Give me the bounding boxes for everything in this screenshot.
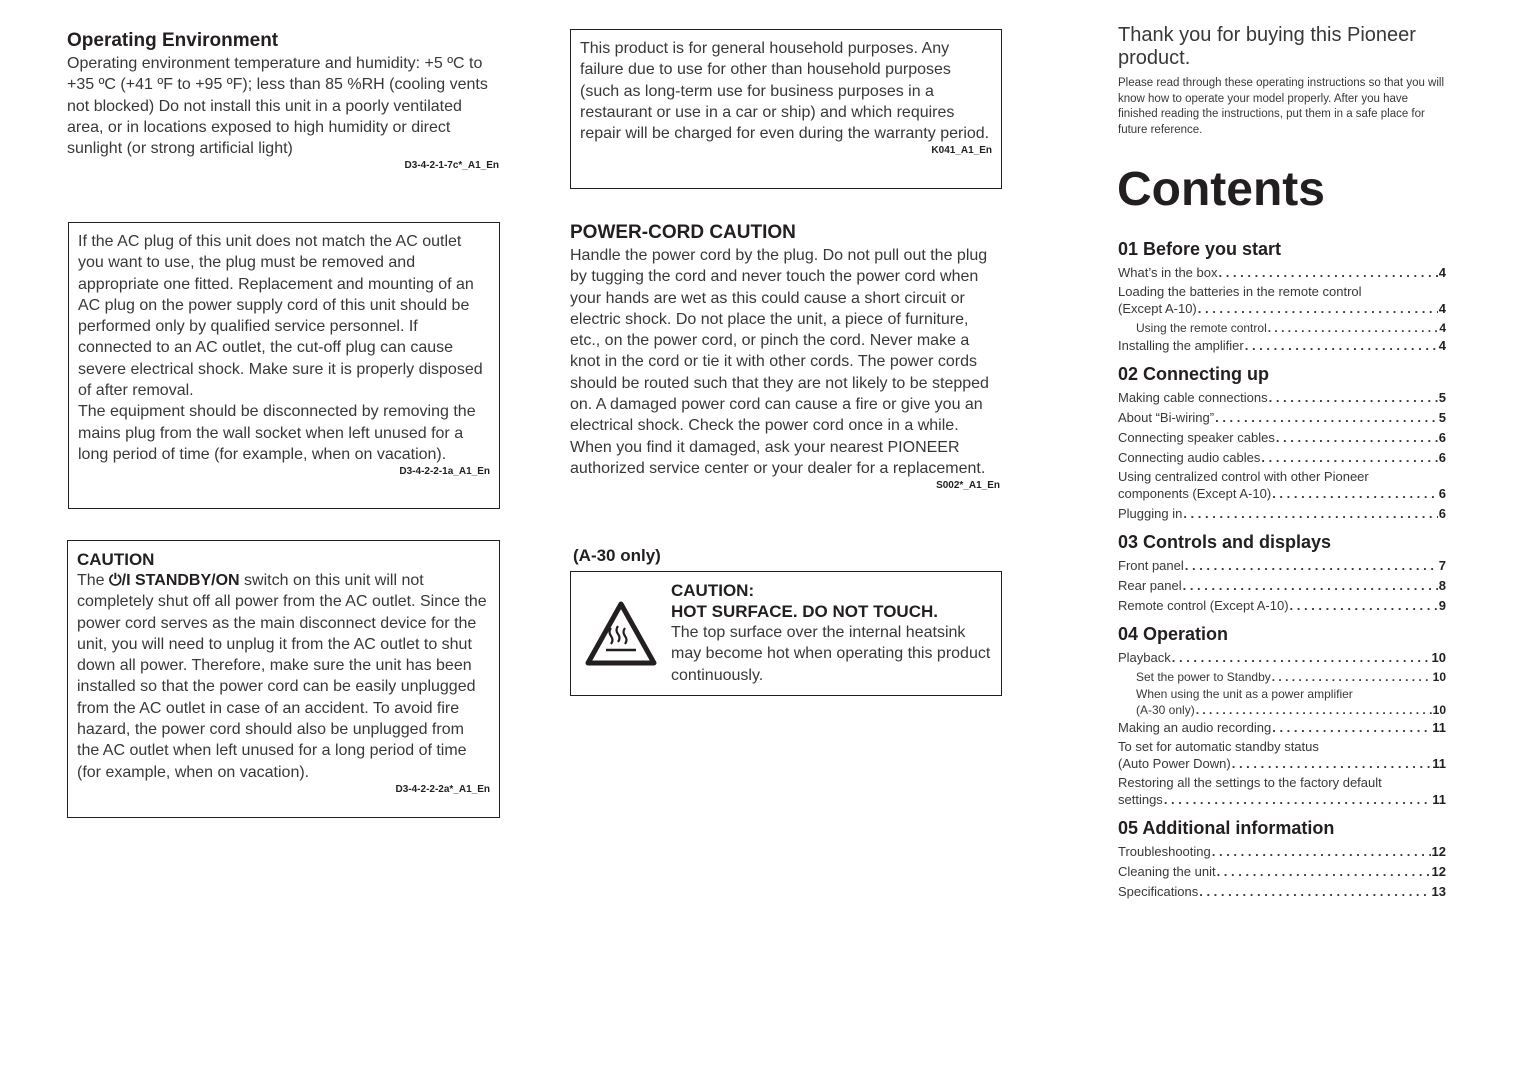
toc-entry-label: Installing the amplifier [1118, 338, 1244, 353]
toc-entry-label: Making an audio recording [1118, 720, 1272, 735]
toc-entry[interactable] [1118, 409, 1446, 426]
toc-section-title: 01 Before you start [1118, 239, 1282, 259]
toc-entry-page: 4 [1438, 301, 1446, 316]
household-notice-text: This product is for general household purposes. Any failure due to use for other than household purposes (such as long-term use for business purposes in a restaurant or use in a car or ship) and which requires repair will be charged for even during the warranty period. [580, 40, 990, 143]
toc-entry-label: Cleaning the unit [1118, 864, 1216, 879]
toc-leader-dots [1185, 557, 1438, 574]
toc-entry-label: Specifications [1118, 884, 1199, 899]
toc-entry-page: 10 [1432, 703, 1446, 717]
toc-leader-dots [1183, 577, 1438, 594]
toc-entry[interactable] [1118, 597, 1446, 614]
toc-entry[interactable] [1118, 577, 1446, 594]
toc-entry-label-line1: Restoring all the settings to the factory default [1118, 775, 1382, 790]
toc-entry-label: About “Bi-wiring” [1118, 410, 1215, 425]
toc-leader-dots [1183, 505, 1437, 522]
toc-entry-page: 5 [1438, 390, 1446, 405]
hot-surface-text: The top surface over the internal heatsink may become hot when operating this product continuously. [671, 624, 991, 684]
toc-leader-dots [1272, 719, 1431, 736]
toc-entry[interactable] [1118, 775, 1446, 808]
caution-standby-box [67, 540, 500, 818]
toc-entry-page: 12 [1431, 844, 1446, 859]
toc-leader-dots [1217, 863, 1431, 880]
toc-section-title: 04 Operation [1118, 624, 1229, 644]
power-cord-caution-heading: POWER-CORD CAUTION [570, 222, 796, 243]
toc-entry-page: 11 [1432, 792, 1446, 807]
toc-leader-dots [1218, 264, 1437, 281]
thank-you-text: Thank you for buying this Pioneer product. [1118, 24, 1416, 69]
toc-leader-dots [1196, 702, 1432, 718]
toc-entry-page: 11 [1432, 720, 1446, 735]
toc-entry-label: Connecting audio cables [1118, 450, 1261, 465]
ac-plug-notice-text: If the AC plug of this unit does not match the AC outlet you want to use, the plug must be removed and appropriate one fitted. Replacement and mounting of an AC plug on the power supply cord of this unit should be performed only by qualified service personnel. If connected to an AC outlet, the cut-off plug can cause severe electrical shock. Make sure it is properly disposed of after removal. [78, 233, 483, 400]
toc-entry-label-line1: Loading the batteries in the remote control [1118, 284, 1362, 299]
toc-leader-dots [1164, 791, 1431, 808]
toc-leader-dots [1269, 389, 1438, 406]
toc-leader-dots [1199, 883, 1430, 900]
toc-entry-label: Troubleshooting [1118, 844, 1211, 859]
toc-leader-dots [1212, 843, 1431, 860]
toc-leader-dots [1261, 449, 1437, 466]
hot-surface-warning: HOT SURFACE. DO NOT TOUCH. [671, 602, 938, 621]
toc-entry[interactable] [1118, 284, 1446, 317]
caution-standby-prefix: The [77, 572, 110, 589]
ac-plug-notice-box [68, 222, 500, 509]
toc-entry[interactable] [1118, 264, 1446, 281]
toc-section-title: 03 Controls and displays [1118, 532, 1332, 552]
toc-entry-page: 4 [1439, 321, 1446, 335]
caution-standby-body: switch on this unit will not completely shut off all power from the AC outlet. Since the power cord serves as the main disconnect device for the unit, you will need to unplug it from the AC outlet to shut down all power. Therefore, make sure the unit has been installed so that the power cord can be easily unplugged from the AC outlet in case of an accident. To avoid fire hazard, the power cord should also be unplugged from the AC outlet when left unused for a long period of time (for example, when on vacation). [77, 572, 487, 781]
toc-entry-page: 6 [1438, 506, 1446, 521]
power-cord-caution-ref: S002*_A1_En [936, 480, 1000, 492]
hot-surface-warning-icon [584, 600, 658, 668]
toc-entry-label: components (Except A-10) [1118, 486, 1272, 501]
toc-entry[interactable] [1118, 429, 1446, 446]
a30-only-label: (A-30 only) [573, 546, 661, 565]
toc-entry[interactable] [1118, 337, 1446, 354]
power-cord-caution-section [570, 221, 1000, 491]
toc-entry-label: (Except A-10) [1118, 301, 1197, 316]
caution-standby-text [77, 570, 490, 783]
toc-leader-dots [1290, 597, 1438, 614]
toc-entry[interactable] [1118, 739, 1446, 772]
toc-entry[interactable] [1118, 719, 1446, 736]
power-cord-caution-text: Handle the power cord by the plug. Do not pull out the plug by tugging the cord and never touch the power cord when your hands are wet as this could cause a short circuit or electric shock. Do not place the unit, a piece of furniture, etc., on the power cord, or pinch the cord. Never make a knot in the cord or tie it with other cords. The power cords should be routed such that they are not likely to be stepped on. A damaged power cord can cause a fire or give you an electrical shock. Check the power cord once in a while. When you find it damaged, ask your nearest PIONEER authorized service center or your dealer for a replacement. [570, 247, 989, 477]
toc-section-title: 02 Connecting up [1118, 364, 1270, 384]
toc-entry-label-line1: When using the unit as a power amplifier [1136, 687, 1353, 701]
toc-entry-label: What’s in the box [1118, 265, 1218, 280]
toc-entry-label: settings [1118, 792, 1163, 807]
toc-entry-label: Making cable connections [1118, 390, 1268, 405]
toc-entry-page: 4 [1438, 338, 1446, 353]
operating-environment-ref: D3-4-2-1-7c*_A1_En [404, 160, 499, 172]
toc-entry-page: 12 [1431, 864, 1446, 879]
toc-entry-page: 10 [1431, 650, 1446, 665]
toc-entry-label: Connecting speaker cables [1118, 430, 1275, 445]
toc-entry[interactable] [1118, 557, 1446, 574]
toc-entry-label: Front panel [1118, 558, 1184, 573]
toc-entry[interactable] [1118, 505, 1446, 522]
intro-section [1118, 24, 1450, 138]
toc-leader-dots [1272, 485, 1438, 502]
table-of-contents [1118, 238, 1446, 903]
toc-entry-label: Remote control (Except A-10) [1118, 598, 1289, 613]
toc-entry[interactable] [1118, 469, 1446, 502]
toc-entry-page: 4 [1438, 265, 1446, 280]
operating-environment-section [67, 29, 499, 171]
toc-entry-label: Playback [1118, 650, 1171, 665]
toc-leader-dots [1276, 429, 1438, 446]
toc-leader-dots [1172, 649, 1431, 666]
toc-entry-page: 10 [1432, 670, 1446, 684]
toc-entry[interactable] [1118, 449, 1446, 466]
toc-entry-label: (Auto Power Down) [1118, 756, 1231, 771]
toc-entry[interactable] [1118, 669, 1446, 685]
toc-leader-dots [1198, 300, 1438, 317]
toc-entry-label: Set the power to Standby [1136, 670, 1271, 684]
toc-entry[interactable] [1118, 883, 1446, 900]
toc-entry-page: 6 [1438, 430, 1446, 445]
contents-title: Contents [1117, 163, 1325, 216]
toc-entry-page: 11 [1432, 756, 1446, 771]
hot-surface-caution: CAUTION: [671, 581, 755, 600]
hot-surface-box [570, 571, 1002, 696]
operating-environment-text: Operating environment temperature and humidity: +5 ºC to +35 ºC (+41 ºF to +95 ºF); less than 85 %RH (cooling vents not blocked) Do not install this unit in a poorly ventilated area, or in locations exposed to high humidity or direct sunlight (or strong artificial light) [67, 55, 488, 158]
toc-entry[interactable] [1118, 320, 1446, 336]
toc-entry[interactable] [1118, 686, 1446, 718]
toc-entry-label-line1: Using centralized control with other Pioneer [1118, 469, 1369, 484]
toc-entry[interactable] [1118, 863, 1446, 880]
household-notice-box [570, 29, 1002, 189]
caution-standby-heading: CAUTION [77, 550, 155, 569]
toc-leader-dots [1272, 669, 1432, 685]
toc-section-title: 05 Additional information [1118, 818, 1335, 838]
toc-entry[interactable] [1118, 389, 1446, 406]
toc-entry-page: 5 [1438, 410, 1446, 425]
toc-entry-page: 9 [1438, 598, 1446, 613]
toc-entry-page: 8 [1438, 578, 1446, 593]
toc-entry-page: 7 [1438, 558, 1446, 573]
operating-environment-heading: Operating Environment [67, 30, 279, 51]
toc-entry[interactable] [1118, 843, 1446, 860]
ac-plug-disconnect-text: The equipment should be disconnected by removing the mains plug from the wall socket when left unused for a long period of time (for example, when on vacation). [78, 403, 476, 463]
caution-standby-ref: D3-4-2-2-2a*_A1_En [395, 783, 490, 795]
standby-switch-label: ⏻/I STANDBY/ON [109, 572, 240, 589]
toc-entry-page: 6 [1438, 486, 1446, 501]
toc-entry-label: Rear panel [1118, 578, 1182, 593]
ac-plug-notice-ref: D3-4-2-2-1a_A1_En [399, 466, 490, 478]
toc-entry-label-line1: To set for automatic standby status [1118, 739, 1319, 754]
toc-entry[interactable] [1118, 649, 1446, 666]
toc-entry-page: 6 [1438, 450, 1446, 465]
intro-text: Please read through these operating instructions so that you will know how to operate your model properly. After you have finished reading the instructions, put them in a safe place for future reference. [1118, 77, 1445, 136]
toc-entry-label: (A-30 only) [1136, 703, 1195, 717]
toc-leader-dots [1232, 755, 1432, 772]
toc-leader-dots [1215, 409, 1438, 426]
toc-leader-dots [1245, 337, 1438, 354]
toc-entry-label: Plugging in [1118, 506, 1183, 521]
toc-entry-label: Using the remote control [1136, 321, 1267, 335]
toc-entry-page: 13 [1431, 884, 1446, 899]
toc-leader-dots [1268, 320, 1439, 336]
household-notice-ref: K041_A1_En [931, 145, 992, 157]
